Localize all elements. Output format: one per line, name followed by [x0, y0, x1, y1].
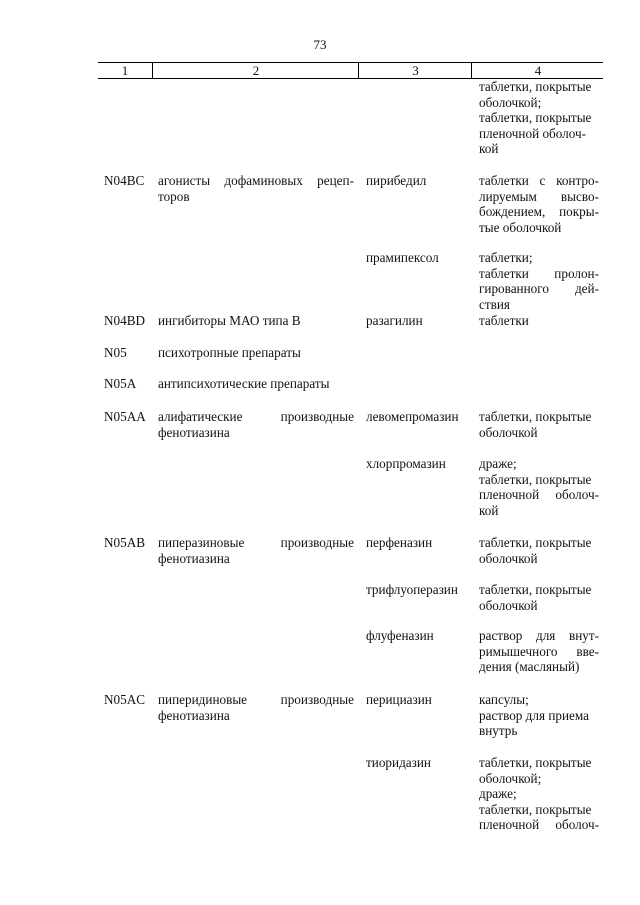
dosage-form: [479, 692, 599, 739]
header-cell-2: 2: [152, 63, 359, 78]
dosage-form-line: оболочкой;: [479, 770, 542, 786]
header-cell-1: 1: [121, 63, 129, 78]
dosage-form: [479, 755, 599, 833]
group-description: [158, 173, 354, 204]
group-description: [158, 409, 354, 440]
dosage-form: [479, 250, 599, 312]
dosage-form-line: таблетки, покрытые: [479, 801, 592, 817]
drug-name: флуфеназин: [366, 628, 434, 643]
dosage-form-line: лируемым высво-: [479, 188, 599, 204]
description-line: торов: [158, 188, 190, 204]
dosage-form-line: таблетки: [479, 313, 529, 328]
dosage-form-line: кой: [479, 141, 499, 156]
drug-name: перфеназин: [366, 535, 433, 550]
atc-code: N04BC: [104, 173, 145, 188]
header-cell-3: 3: [358, 63, 472, 78]
drug-name: разагилин: [366, 313, 423, 328]
description-line: антипсихотические препараты: [158, 376, 330, 391]
dosage-form-line: таблетки, покрытые: [479, 409, 592, 424]
description-line: фенотиазина: [158, 550, 230, 566]
atc-code: N04BD: [104, 313, 146, 328]
header-cell-4: 4: [471, 63, 604, 78]
dosage-form-line: кой: [479, 502, 499, 518]
description-line: ингибиторы МАО типа В: [158, 313, 301, 328]
dosage-form-line: таблетки;: [479, 250, 533, 265]
dosage-form: [479, 313, 599, 329]
dosage-form: [479, 535, 599, 566]
atc-code: N05: [104, 345, 127, 360]
dosage-form-line: таблетки с контро-: [479, 173, 599, 188]
dosage-form-line: драже;: [479, 786, 517, 801]
dosage-form: [479, 628, 599, 675]
atc-code: N05AC: [104, 692, 146, 707]
dosage-form-line: дения (масляный): [479, 659, 580, 674]
atc-code: N05A: [104, 376, 137, 391]
dosage-form: [479, 79, 599, 157]
dosage-form-line: бождением, покры-: [479, 204, 599, 219]
dosage-form-line: раствор для внут-: [479, 628, 599, 643]
dosage-form-line: пленочной оболоч-: [479, 817, 599, 832]
dosage-form-line: таблетки, покрытые: [479, 110, 592, 125]
group-description: [158, 535, 354, 566]
dosage-form-line: оболочкой: [479, 597, 538, 613]
description-line: пиперазиновые производные: [158, 535, 354, 550]
dosage-form-line: внутрь: [479, 723, 518, 738]
page-number: 73: [313, 37, 327, 52]
group-description: [158, 313, 354, 329]
dosage-form-line: драже;: [479, 456, 517, 471]
table-header: [98, 62, 603, 79]
dosage-form-line: оболочкой;: [479, 94, 542, 110]
group-description: [158, 376, 354, 392]
drug-name: прамипексол: [366, 250, 439, 265]
dosage-form-line: таблетки, покрытые: [479, 755, 592, 770]
drug-name: хлорпромазин: [366, 456, 446, 471]
atc-code: N05AA: [104, 409, 146, 424]
description-line: пиперидиновые производные: [158, 692, 354, 707]
description-line: фенотиазина: [158, 424, 230, 440]
dosage-form-line: таблетки, покрытые: [479, 79, 592, 94]
drug-name: тиоридазин: [366, 755, 431, 770]
dosage-form-line: таблетки, покрытые: [479, 471, 592, 487]
atc-code: N05AB: [104, 535, 146, 550]
dosage-form-line: таблетки пролон-: [479, 265, 599, 281]
dosage-form-line: ствия: [479, 296, 510, 312]
dosage-form: [479, 456, 599, 518]
group-description: [158, 692, 354, 723]
dosage-form-line: капсулы;: [479, 692, 529, 707]
dosage-form-line: оболочкой: [479, 550, 538, 566]
drug-name: левомепромазин: [366, 409, 459, 424]
description-line: агонисты дофаминовых рецеп-: [158, 173, 354, 188]
dosage-form-line: пленочной оболоч-: [479, 125, 587, 141]
description-line: психотропные препараты: [158, 345, 301, 360]
dosage-form: [479, 409, 599, 440]
dosage-form-line: раствор для приема: [479, 707, 590, 723]
dosage-form-line: таблетки, покрытые: [479, 582, 592, 597]
dosage-form-line: пленочной оболоч-: [479, 487, 599, 502]
dosage-form: [479, 582, 599, 613]
drug-name: пирибедил: [366, 173, 427, 188]
dosage-form-line: римышечного вве-: [479, 643, 599, 659]
description-line: фенотиазина: [158, 707, 230, 723]
drug-name: трифлуоперазин: [366, 582, 458, 597]
dosage-form: [479, 173, 599, 235]
dosage-form-line: таблетки, покрытые: [479, 535, 592, 550]
drug-name: перициазин: [366, 692, 432, 707]
description-line: алифатические производные: [158, 409, 354, 424]
dosage-form-line: гированного дей-: [479, 281, 599, 296]
dosage-form-line: оболочкой: [479, 424, 538, 440]
group-description: [158, 345, 354, 361]
dosage-form-line: тые оболочкой: [479, 219, 562, 235]
